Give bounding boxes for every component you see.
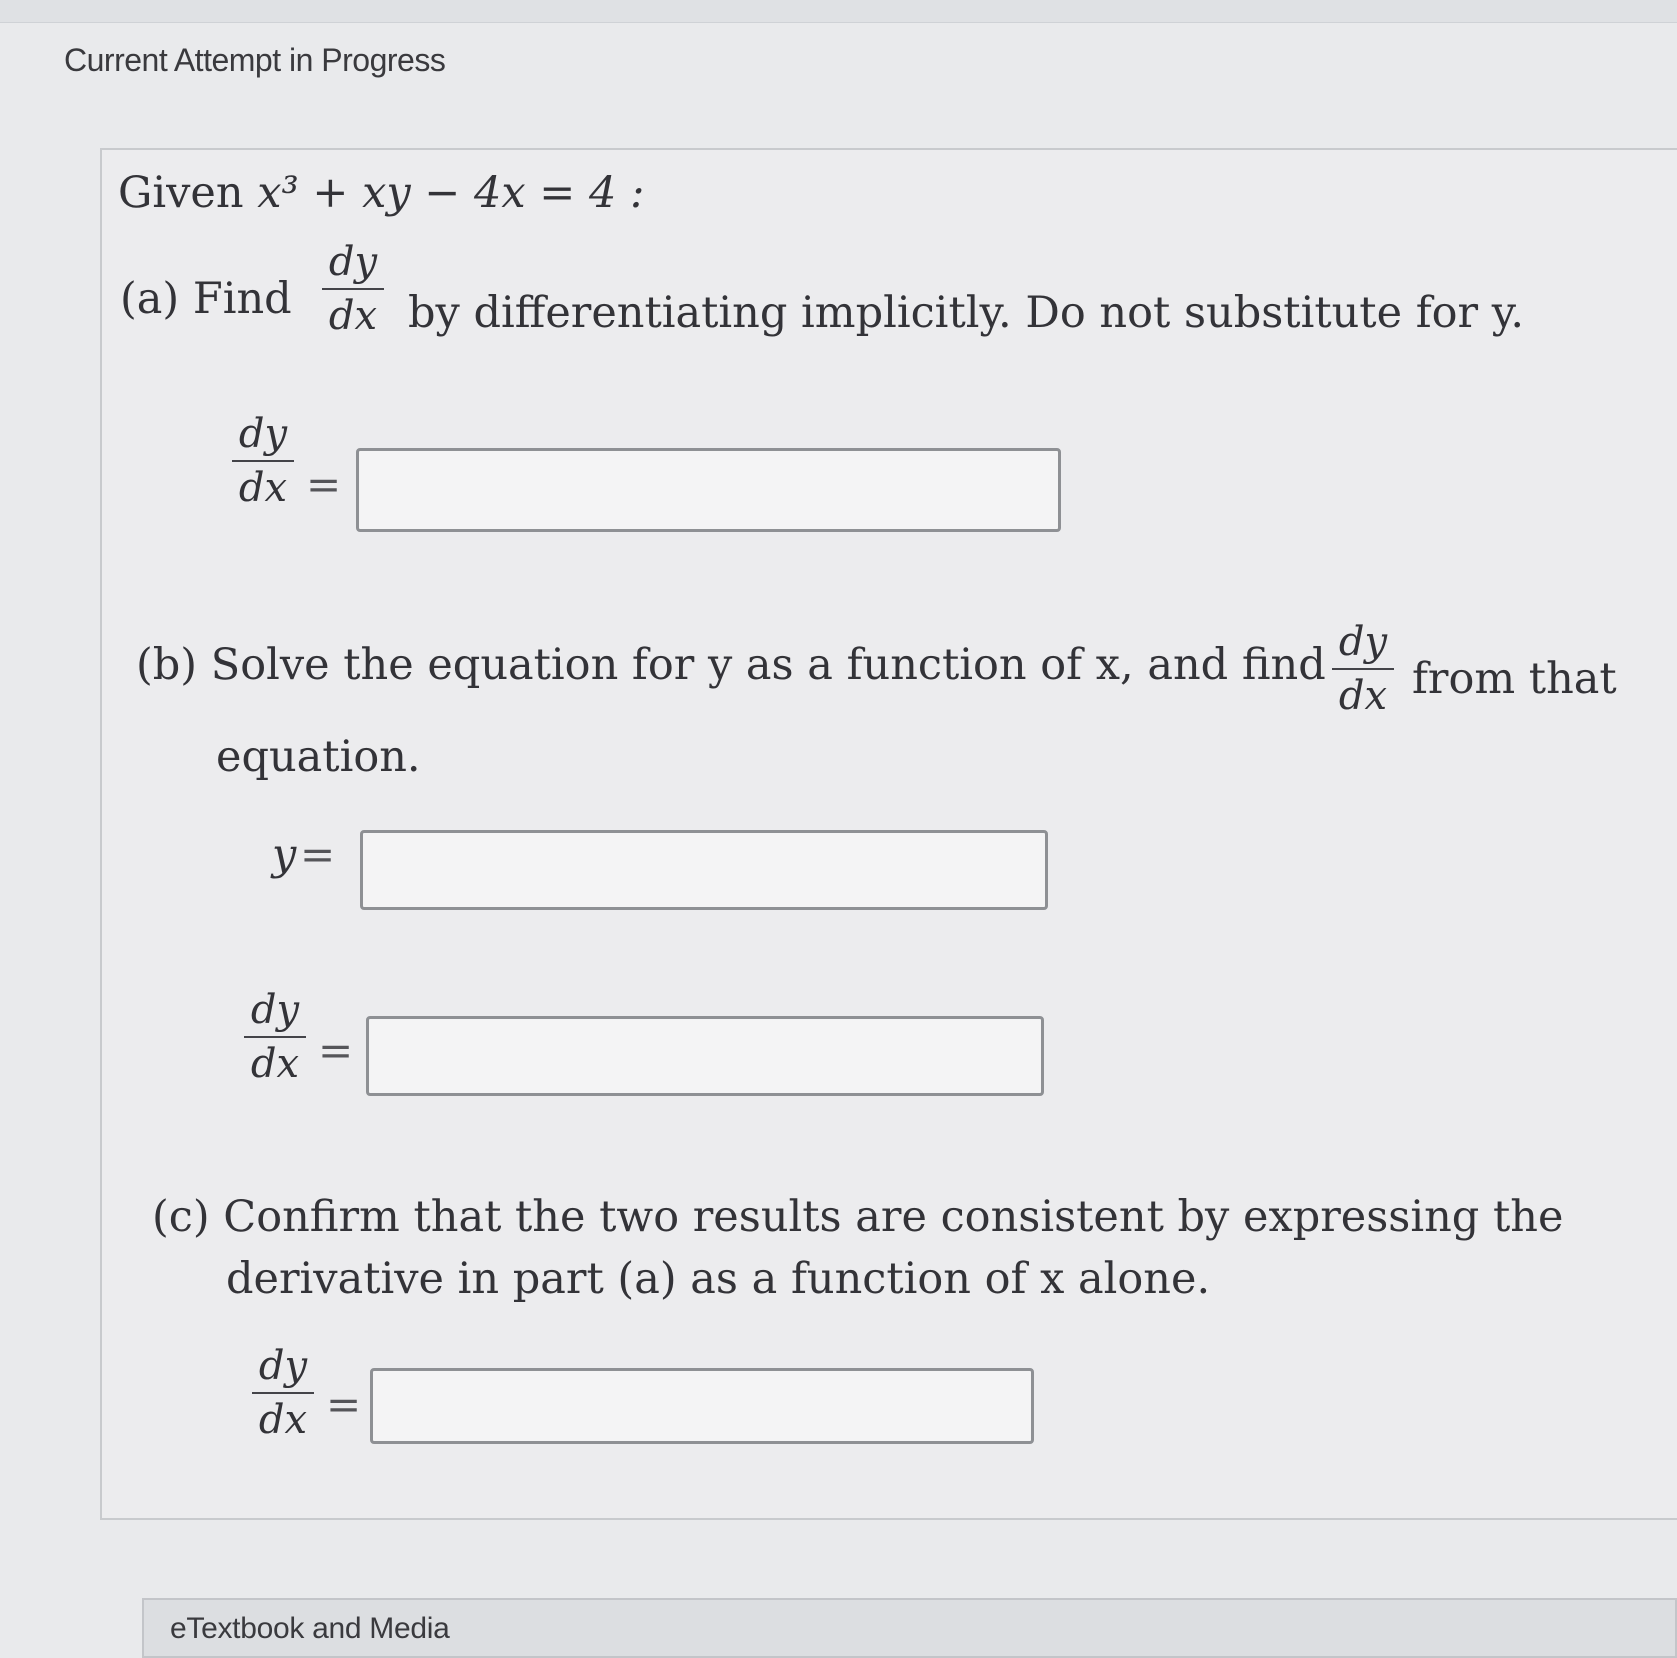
part-a-answer-label-dydx bbox=[232, 412, 294, 510]
fraction-bar bbox=[232, 460, 294, 462]
part-b-dydx-input[interactable] bbox=[366, 1016, 1044, 1096]
part-b-line1-prefix: (b) Solve the equation for y as a function of x, and find bbox=[136, 640, 1326, 690]
fraction-bar bbox=[322, 288, 384, 290]
part-b-dydx-equals-sign: = bbox=[318, 1026, 354, 1075]
fraction-denominator: dx bbox=[238, 465, 288, 511]
part-b-y-equals-sign: = bbox=[300, 830, 336, 879]
part-b-y-label: y bbox=[272, 830, 297, 880]
fraction-bar bbox=[252, 1392, 314, 1394]
part-c-answer-label-dydx bbox=[252, 1344, 314, 1442]
fraction-bar bbox=[1332, 668, 1394, 670]
fraction-bar bbox=[244, 1036, 306, 1038]
fraction-denominator: dx bbox=[250, 1041, 300, 1087]
top-strip bbox=[0, 0, 1677, 23]
given-word: Given bbox=[118, 168, 244, 218]
etextbook-media-label[interactable]: eTextbook and Media bbox=[170, 1612, 450, 1645]
part-a-prefix: (a) Find bbox=[120, 274, 292, 324]
attempt-heading: Current Attempt in Progress bbox=[64, 42, 446, 78]
part-b-answer-label-dydx bbox=[244, 988, 306, 1086]
part-b-y-input[interactable] bbox=[360, 830, 1048, 910]
part-c-line1: (c) Confirm that the two results are consistent by expressing the bbox=[152, 1192, 1564, 1242]
part-b-line2: equation. bbox=[216, 732, 421, 782]
fraction-numerator: dy bbox=[328, 239, 378, 285]
part-a-equals-sign: = bbox=[306, 460, 342, 509]
given-equation: x³ + xy − 4x = 4 : bbox=[257, 168, 645, 218]
part-c-dydx-input[interactable] bbox=[370, 1368, 1034, 1444]
part-a-fraction-dydx bbox=[322, 240, 384, 338]
fraction-denominator: dx bbox=[328, 293, 378, 339]
fraction-numerator: dy bbox=[238, 411, 288, 457]
part-b-line1-suffix: from that bbox=[1412, 654, 1617, 704]
part-c-equals-sign: = bbox=[326, 1380, 362, 1429]
fraction-numerator: dy bbox=[258, 1343, 308, 1389]
fraction-numerator: dy bbox=[1338, 619, 1388, 665]
fraction-denominator: dx bbox=[258, 1397, 308, 1443]
part-b-fraction-dydx bbox=[1332, 620, 1394, 718]
part-a-dydx-input[interactable] bbox=[356, 448, 1061, 532]
fraction-denominator: dx bbox=[1338, 673, 1388, 719]
fraction-numerator: dy bbox=[250, 987, 300, 1033]
part-c-line2: derivative in part (a) as a function of x alone. bbox=[226, 1254, 1211, 1304]
part-a-suffix: by differentiating implicitly. Do not substitute for y. bbox=[408, 288, 1524, 338]
given-statement bbox=[118, 168, 645, 218]
